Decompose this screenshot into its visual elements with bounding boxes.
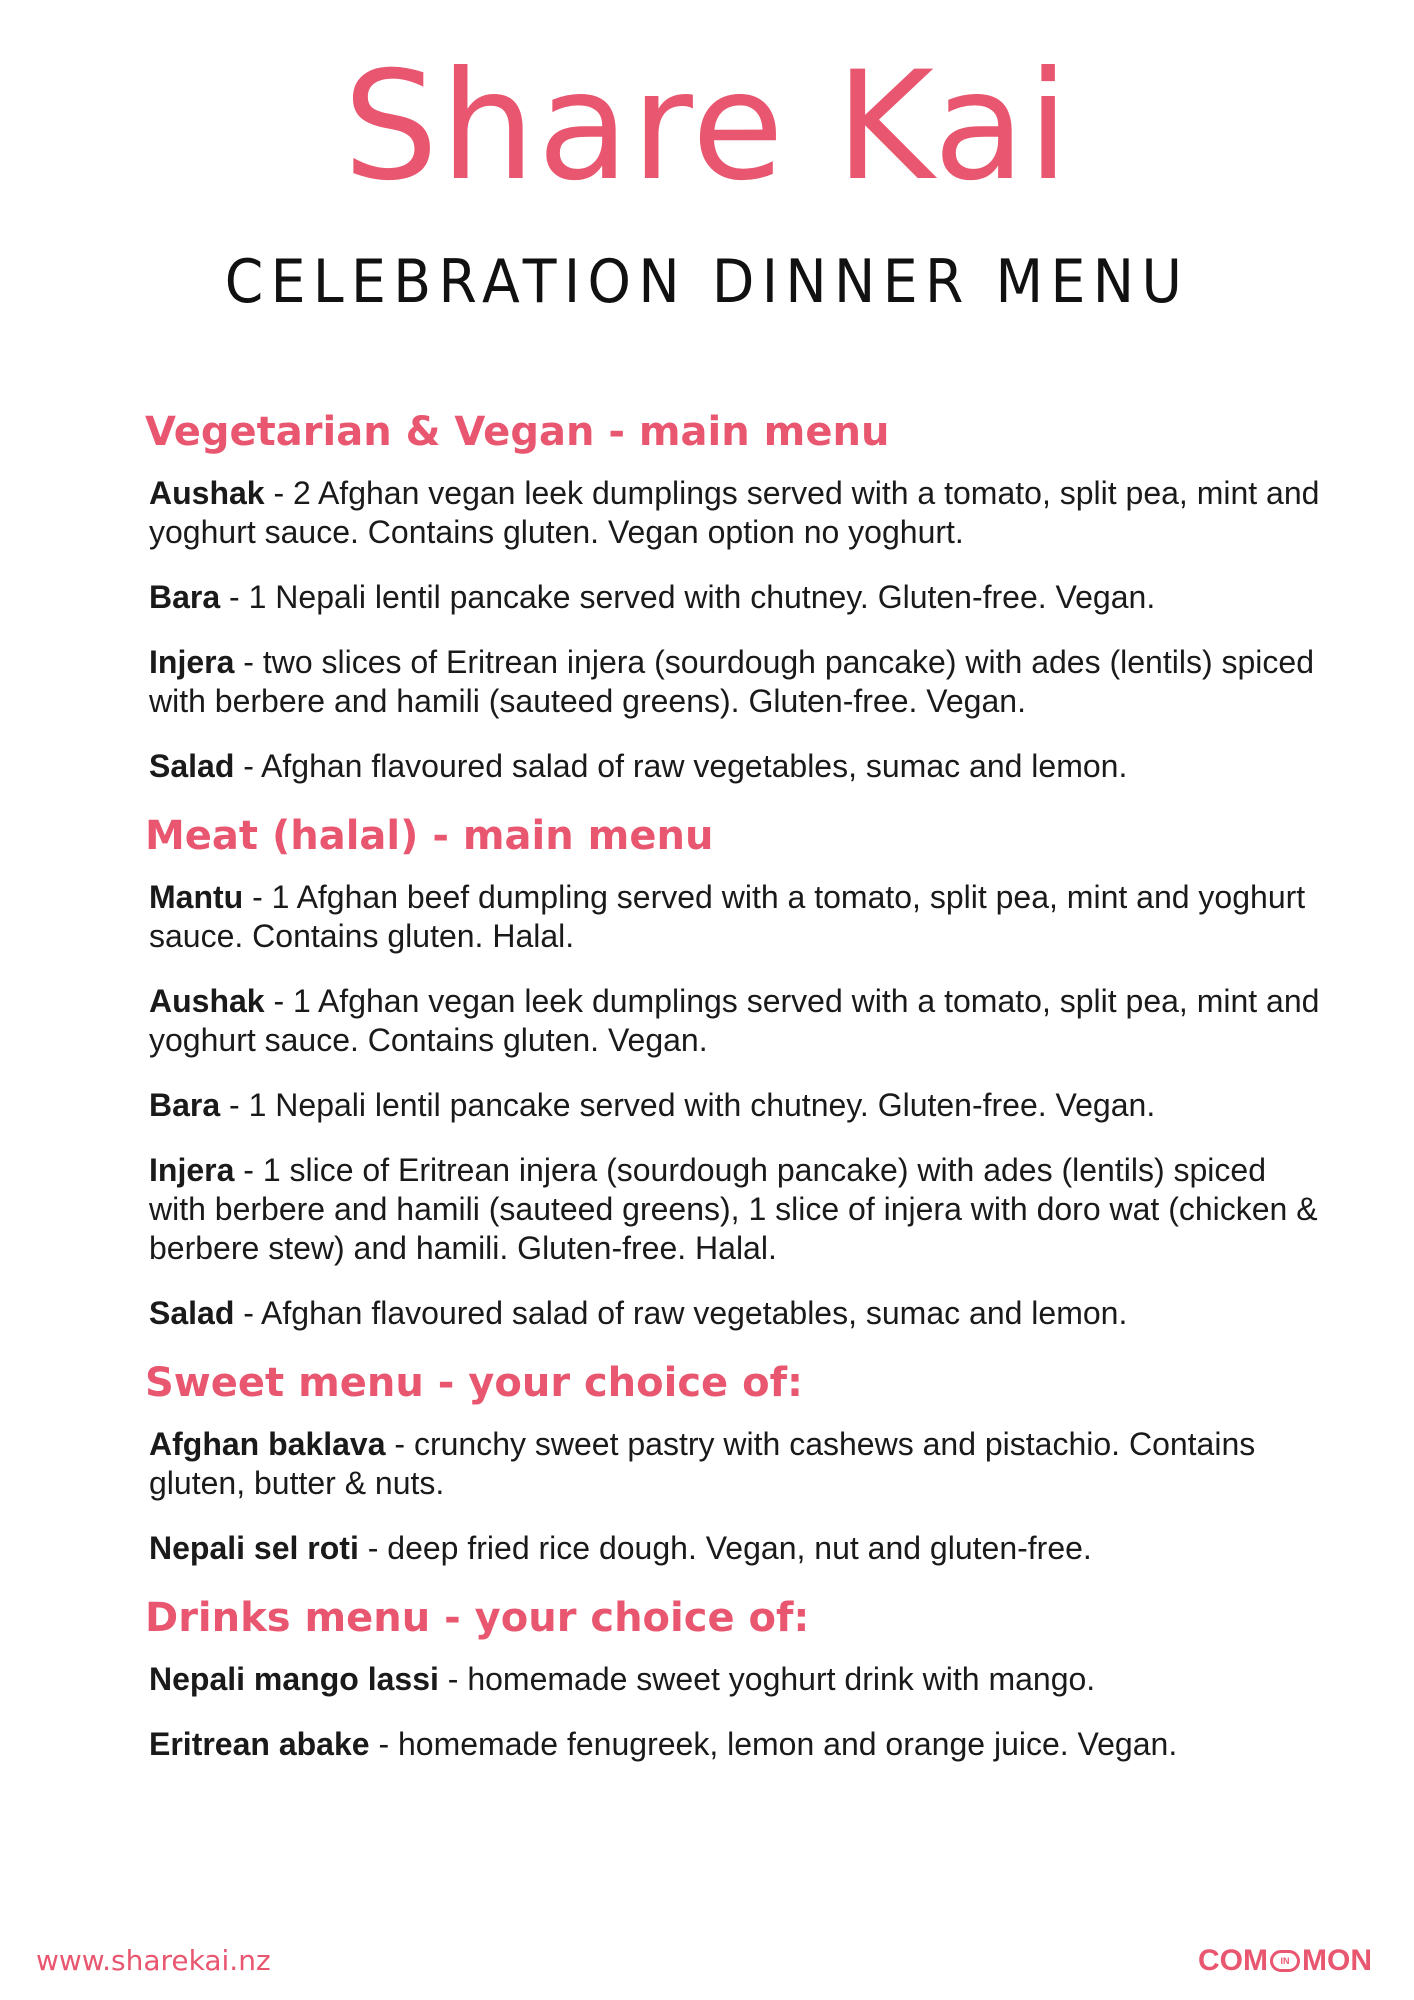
menu-item bbox=[149, 878, 1335, 956]
menu-item bbox=[149, 1151, 1335, 1268]
item-name: Bara bbox=[149, 1087, 221, 1123]
brand-title: Share Kai bbox=[343, 40, 1071, 214]
item-desc: - 1 Nepali lentil pancake served with chutney. Gluten-free. Vegan. bbox=[220, 579, 1156, 615]
menu-item bbox=[149, 1425, 1335, 1503]
section-title: Meat (halal) - main menu bbox=[145, 813, 714, 859]
item-name: Eritrean abake bbox=[149, 1726, 370, 1762]
item-name: Nepali sel roti bbox=[149, 1530, 359, 1566]
logo-text-mid: IN bbox=[1280, 1956, 1290, 1966]
logo-ring-icon bbox=[1270, 1950, 1300, 1972]
menu-body bbox=[145, 408, 1335, 1790]
item-desc: - Afghan flavoured salad of raw vegetables, sumac and lemon. bbox=[234, 1295, 1128, 1331]
item-desc: - homemade sweet yoghurt drink with mango. bbox=[438, 1661, 1096, 1697]
website-link[interactable]: www.sharekai.nz bbox=[36, 1944, 271, 1977]
page-subtitle: CELEBRATION DINNER MENU bbox=[224, 247, 1190, 317]
item-name: Afghan baklava bbox=[149, 1426, 386, 1462]
item-name: Injera bbox=[149, 644, 235, 680]
menu-item bbox=[149, 1294, 1335, 1333]
item-desc: - deep fried rice dough. Vegan, nut and gluten-free. bbox=[358, 1530, 1092, 1566]
item-desc: - 2 Afghan vegan leek dumplings served with a tomato, split pea, mint and yoghurt sauce. Contains gluten. Vegan option no yoghurt. bbox=[149, 475, 1320, 550]
logo-text-left: COM bbox=[1198, 1944, 1268, 1977]
item-name: Aushak bbox=[149, 475, 265, 511]
menu-item bbox=[149, 1660, 1335, 1699]
item-name: Nepali mango lassi bbox=[149, 1661, 439, 1697]
section-sweet bbox=[145, 1359, 1335, 1568]
item-desc: - homemade fenugreek, lemon and orange juice. Vegan. bbox=[369, 1726, 1178, 1762]
item-desc: - 1 Afghan beef dumpling served with a tomato, split pea, mint and yoghurt sauce. Contains gluten. Halal. bbox=[149, 879, 1306, 954]
menu-item bbox=[149, 1086, 1335, 1125]
item-desc: - 1 Afghan vegan leek dumplings served with a tomato, split pea, mint and yoghurt sauce. Contains gluten. Vegan. bbox=[149, 983, 1320, 1058]
menu-item bbox=[149, 643, 1335, 721]
item-name: Salad bbox=[149, 1295, 235, 1331]
menu-item bbox=[149, 1529, 1335, 1568]
section-title: Sweet menu - your choice of: bbox=[145, 1360, 803, 1406]
common-logo bbox=[1198, 1944, 1372, 1978]
section-vegetarian bbox=[145, 408, 1335, 786]
menu-item bbox=[149, 982, 1335, 1060]
menu-item bbox=[149, 1725, 1335, 1764]
item-desc: - Afghan flavoured salad of raw vegetables, sumac and lemon. bbox=[234, 748, 1128, 784]
item-desc: - two slices of Eritrean injera (sourdough pancake) with ades (lentils) spiced with berbere and hamili (sauteed greens). Gluten-free. Vegan. bbox=[149, 644, 1314, 719]
item-desc: - 1 slice of Eritrean injera (sourdough pancake) with ades (lentils) spiced with berbere and hamili (sauteed greens), 1 slice of injera with doro wat (chicken & berbere stew) and hamili. Gluten-free. Halal. bbox=[149, 1152, 1318, 1266]
item-desc: - crunchy sweet pastry with cashews and pistachio. Contains gluten, butter & nuts. bbox=[149, 1426, 1256, 1501]
item-name: Bara bbox=[149, 579, 221, 615]
section-drinks bbox=[145, 1594, 1335, 1764]
section-meat bbox=[145, 812, 1335, 1333]
item-name: Salad bbox=[149, 748, 235, 784]
logo-text-right: MON bbox=[1302, 1944, 1372, 1977]
item-name: Injera bbox=[149, 1152, 235, 1188]
item-name: Aushak bbox=[149, 983, 265, 1019]
item-desc: - 1 Nepali lentil pancake served with chutney. Gluten-free. Vegan. bbox=[220, 1087, 1156, 1123]
menu-item bbox=[149, 578, 1335, 617]
menu-item bbox=[149, 747, 1335, 786]
menu-item bbox=[149, 474, 1335, 552]
section-title: Vegetarian & Vegan - main menu bbox=[145, 409, 890, 455]
item-name: Mantu bbox=[149, 879, 244, 915]
section-title: Drinks menu - your choice of: bbox=[145, 1595, 810, 1641]
